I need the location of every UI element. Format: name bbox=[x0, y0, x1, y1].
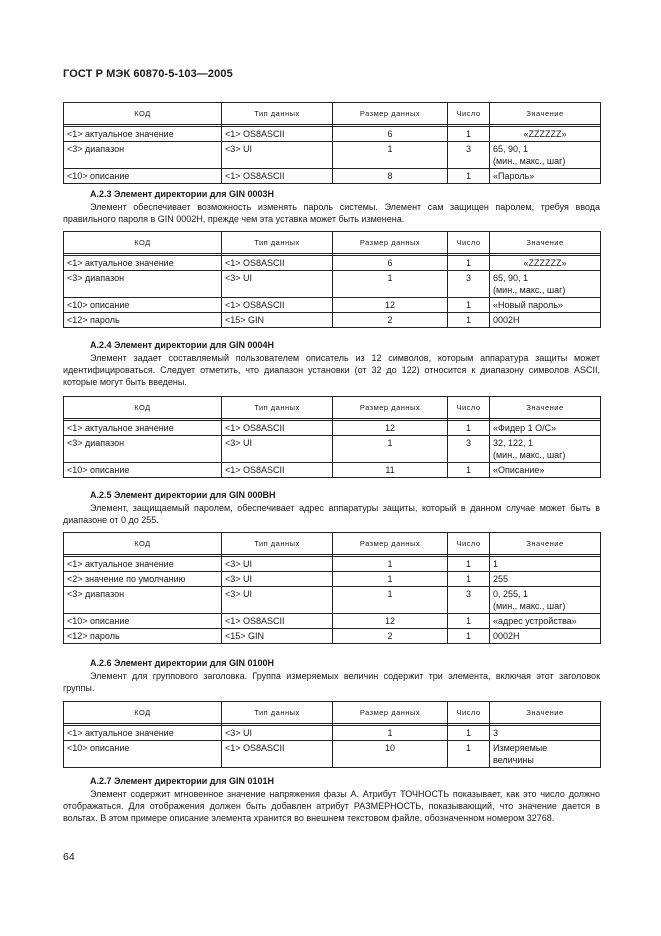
value-text: «ZZZZZZ» bbox=[523, 129, 567, 139]
type-text: <1> OS8ASCII bbox=[225, 423, 285, 433]
value-note-text: (мин., макс., шаг) bbox=[493, 601, 566, 611]
table-row bbox=[64, 436, 601, 463]
code-cell bbox=[64, 572, 222, 587]
type-text: <1> OS8ASCII bbox=[225, 171, 285, 181]
col-header-type: Тип данных bbox=[222, 702, 333, 724]
size-text: 1 bbox=[387, 574, 393, 584]
type-text: <1> OS8ASCII bbox=[225, 465, 285, 475]
section-paragraph: Элемент содержит мгновенное значение напряжения фазы А. Атрибут ТОЧНОСТЬ показывает, как это число должно отображаться. Для отображения должен быть добавлен атрибут РАЗМЕРНОСТЬ, показывающий, что значение дается в вольтах. В этом примере описание элемента хранится во внешнем текстовом файле, обозначенном номером 32768. bbox=[63, 789, 600, 823]
size-cell bbox=[333, 614, 448, 629]
page-header: ГОСТ Р МЭК 60870-5-103—2005 bbox=[63, 68, 233, 80]
value-cell bbox=[490, 298, 601, 313]
type-text: <1> OS8ASCII bbox=[225, 616, 285, 626]
size-text: 6 bbox=[387, 129, 393, 139]
col-header-size: Размер данных bbox=[333, 232, 448, 254]
number-cell bbox=[448, 572, 490, 587]
type-cell bbox=[222, 271, 333, 298]
value-cell bbox=[490, 629, 601, 644]
size-cell bbox=[333, 142, 448, 169]
type-text: <1> OS8ASCII bbox=[225, 258, 285, 268]
size-cell bbox=[333, 463, 448, 478]
size-text: 1 bbox=[387, 144, 393, 154]
table-row bbox=[64, 726, 601, 741]
table-row bbox=[64, 614, 601, 629]
size-text: 12 bbox=[384, 616, 395, 626]
type-cell bbox=[222, 421, 333, 436]
col-header-value: Значение bbox=[490, 702, 601, 724]
number-cell bbox=[448, 256, 490, 271]
type-cell bbox=[222, 614, 333, 629]
col-header-value: Значение bbox=[490, 533, 601, 555]
value-text: 65, 90, 1 bbox=[493, 144, 529, 154]
type-text: <3> UI bbox=[225, 438, 253, 448]
code-text: <1> актуальное значение bbox=[67, 559, 174, 569]
size-text: 12 bbox=[384, 423, 395, 433]
number-text: 3 bbox=[465, 589, 471, 599]
data-table bbox=[63, 231, 601, 328]
col-header-number: Число bbox=[448, 232, 490, 254]
type-cell bbox=[222, 741, 333, 768]
type-text: <1> OS8ASCII bbox=[225, 300, 285, 310]
table-row bbox=[64, 557, 601, 572]
type-cell bbox=[222, 127, 333, 142]
code-cell bbox=[64, 142, 222, 169]
size-text: 8 bbox=[387, 171, 393, 181]
type-cell bbox=[222, 726, 333, 741]
code-cell bbox=[64, 587, 222, 614]
size-text: 2 bbox=[387, 315, 393, 325]
value-text: 0, 255, 1 bbox=[493, 589, 529, 599]
type-text: <1> OS8ASCII bbox=[225, 743, 285, 753]
col-header-value: Значение bbox=[490, 232, 601, 254]
number-text: 1 bbox=[465, 574, 471, 584]
type-cell bbox=[222, 256, 333, 271]
number-text: 3 bbox=[465, 144, 471, 154]
col-header-size: Размер данных bbox=[333, 103, 448, 125]
section-paragraph: Элемент задает составляемый пользователем описатель из 12 символов, которым аппаратура защиты может идентифицироваться. Следует отметить, что диапазон установки (от 32 до 122) относится к диапазону символов ASCII, которые могут быть введены. bbox=[63, 353, 600, 387]
code-text: <1> актуальное значение bbox=[67, 258, 174, 268]
size-text: 11 bbox=[385, 465, 395, 475]
table-block bbox=[63, 102, 600, 184]
value-cell bbox=[490, 614, 601, 629]
section-title: А.2.3 Элемент директории для GIN 0003H bbox=[90, 189, 274, 199]
value-cell bbox=[490, 572, 601, 587]
code-cell bbox=[64, 629, 222, 644]
table-header-row bbox=[64, 103, 601, 125]
col-header-size: Размер данных bbox=[333, 397, 448, 419]
col-header-number: Число bbox=[448, 103, 490, 125]
section-title: А.2.5 Элемент директории для GIN 000BH bbox=[90, 490, 276, 500]
number-cell bbox=[448, 298, 490, 313]
col-header-size: Размер данных bbox=[333, 702, 448, 724]
data-table bbox=[63, 396, 601, 478]
value-cell bbox=[490, 169, 601, 184]
value-cell bbox=[490, 587, 601, 614]
number-text: 1 bbox=[465, 171, 471, 181]
table-row bbox=[64, 629, 601, 644]
value-text: «Пароль» bbox=[493, 171, 535, 181]
size-cell bbox=[333, 271, 448, 298]
value-note-text: (мин., макс., шаг) bbox=[493, 450, 566, 460]
data-table bbox=[63, 701, 601, 768]
size-text: 12 bbox=[384, 300, 395, 310]
number-cell bbox=[448, 421, 490, 436]
type-cell bbox=[222, 463, 333, 478]
section-title: А.2.4 Элемент директории для GIN 0004H bbox=[90, 340, 274, 350]
size-cell bbox=[333, 421, 448, 436]
size-text: 1 bbox=[387, 589, 393, 599]
size-cell bbox=[333, 741, 448, 768]
number-text: 1 bbox=[465, 423, 471, 433]
value-cell bbox=[490, 313, 601, 328]
col-header-code: КОД bbox=[64, 397, 222, 419]
number-text: 3 bbox=[465, 438, 471, 448]
code-text: <12> пароль bbox=[67, 315, 120, 325]
number-cell bbox=[448, 436, 490, 463]
number-cell bbox=[448, 726, 490, 741]
type-text: <15> GIN bbox=[225, 315, 265, 325]
col-header-code: КОД bbox=[64, 533, 222, 555]
col-header-code: КОД bbox=[64, 702, 222, 724]
number-cell bbox=[448, 587, 490, 614]
section-paragraph: Элемент для группового заголовка. Группа измеряемых величин содержит три элемента, включая этот заголовок группы. bbox=[63, 671, 600, 693]
code-cell bbox=[64, 169, 222, 184]
code-text: <12> пароль bbox=[67, 631, 120, 641]
type-text: <3> UI bbox=[225, 589, 253, 599]
code-text: <10> описание bbox=[67, 171, 130, 181]
code-text: <2> значение по умолчанию bbox=[67, 574, 186, 584]
table-row bbox=[64, 572, 601, 587]
table-block bbox=[63, 396, 600, 478]
code-text: <3> диапазон bbox=[67, 273, 125, 283]
number-text: 1 bbox=[465, 616, 471, 626]
code-text: <10> описание bbox=[67, 743, 130, 753]
type-cell bbox=[222, 629, 333, 644]
code-cell bbox=[64, 557, 222, 572]
value-note-text: величины bbox=[493, 755, 534, 765]
value-cell bbox=[490, 256, 601, 271]
col-header-type: Тип данных bbox=[222, 533, 333, 555]
type-cell bbox=[222, 436, 333, 463]
size-cell bbox=[333, 256, 448, 271]
code-text: <1> актуальное значение bbox=[67, 728, 174, 738]
value-cell bbox=[490, 127, 601, 142]
type-cell bbox=[222, 572, 333, 587]
code-cell bbox=[64, 256, 222, 271]
section-paragraph: Элемент, защищаемый паролем, обеспечивает адрес аппаратуры защиты, который в данном случае может быть в диапазоне от 0 до 255. bbox=[63, 503, 600, 525]
col-header-type: Тип данных bbox=[222, 397, 333, 419]
code-text: <3> диапазон bbox=[67, 438, 125, 448]
col-header-code: КОД bbox=[64, 103, 222, 125]
size-text: 1 bbox=[387, 438, 393, 448]
type-text: <3> UI bbox=[225, 273, 253, 283]
code-cell bbox=[64, 313, 222, 328]
number-text: 1 bbox=[465, 728, 471, 738]
value-text: Измеряемые bbox=[493, 743, 548, 753]
type-text: <1> OS8ASCII bbox=[225, 129, 285, 139]
code-text: <10> описание bbox=[67, 300, 130, 310]
type-text: <3> UI bbox=[225, 574, 253, 584]
number-text: 1 bbox=[465, 743, 471, 753]
value-text: 32, 122, 1 bbox=[493, 438, 534, 448]
section-paragraph: Элемент обеспечивает возможность изменять пароль системы. Элемент сам защищен паролем, требуя ввода правильного пароля в GIN 0002H, прежде чем эта уставка может быть изменена. bbox=[63, 202, 600, 224]
code-cell bbox=[64, 127, 222, 142]
number-cell bbox=[448, 741, 490, 768]
value-text: «Новый пароль» bbox=[493, 300, 563, 310]
value-text: «Описание» bbox=[493, 465, 545, 475]
number-cell bbox=[448, 142, 490, 169]
table-row bbox=[64, 271, 601, 298]
code-cell bbox=[64, 463, 222, 478]
type-text: <15> GIN bbox=[225, 631, 265, 641]
value-cell bbox=[490, 726, 601, 741]
code-text: <1> актуальное значение bbox=[67, 423, 174, 433]
value-text: 3 bbox=[493, 728, 499, 738]
size-cell bbox=[333, 726, 448, 741]
size-cell bbox=[333, 169, 448, 184]
col-header-number: Число bbox=[448, 397, 490, 419]
number-cell bbox=[448, 127, 490, 142]
type-text: <3> UI bbox=[225, 559, 253, 569]
code-cell bbox=[64, 271, 222, 298]
size-cell bbox=[333, 313, 448, 328]
section-title: А.2.7 Элемент директории для GIN 0101H bbox=[90, 776, 274, 786]
col-header-number: Число bbox=[448, 533, 490, 555]
value-text: 0002H bbox=[493, 631, 520, 641]
value-cell bbox=[490, 557, 601, 572]
size-text: 10 bbox=[384, 743, 395, 753]
value-cell bbox=[490, 142, 601, 169]
table-row bbox=[64, 463, 601, 478]
number-cell bbox=[448, 271, 490, 298]
value-text: «адрес устройства» bbox=[493, 616, 577, 626]
type-cell bbox=[222, 587, 333, 614]
type-cell bbox=[222, 142, 333, 169]
col-header-type: Тип данных bbox=[222, 103, 333, 125]
table-block bbox=[63, 231, 600, 328]
code-text: <3> диапазон bbox=[67, 589, 125, 599]
value-text: 65, 90, 1 bbox=[493, 273, 529, 283]
size-text: 1 bbox=[387, 559, 393, 569]
number-text: 3 bbox=[465, 273, 471, 283]
col-header-value: Значение bbox=[490, 397, 601, 419]
code-text: <10> описание bbox=[67, 465, 130, 475]
number-cell bbox=[448, 614, 490, 629]
table-row bbox=[64, 127, 601, 142]
table-row bbox=[64, 741, 601, 768]
page-number: 64 bbox=[63, 851, 75, 863]
value-cell bbox=[490, 271, 601, 298]
number-cell bbox=[448, 169, 490, 184]
code-cell bbox=[64, 614, 222, 629]
table-row bbox=[64, 587, 601, 614]
size-cell bbox=[333, 298, 448, 313]
table-row bbox=[64, 256, 601, 271]
col-header-type: Тип данных bbox=[222, 232, 333, 254]
code-text: <10> описание bbox=[67, 616, 130, 626]
code-cell bbox=[64, 298, 222, 313]
value-text: 255 bbox=[493, 574, 509, 584]
size-text: 2 bbox=[387, 631, 393, 641]
table-header-row bbox=[64, 533, 601, 555]
table-header-row bbox=[64, 232, 601, 254]
size-cell bbox=[333, 629, 448, 644]
data-table bbox=[63, 532, 601, 644]
table-row bbox=[64, 142, 601, 169]
value-note-text: (мин., макс., шаг) bbox=[493, 285, 566, 295]
code-cell bbox=[64, 436, 222, 463]
size-text: 6 bbox=[387, 258, 393, 268]
table-block bbox=[63, 701, 600, 768]
table-block bbox=[63, 532, 600, 644]
code-cell bbox=[64, 421, 222, 436]
code-cell bbox=[64, 741, 222, 768]
number-text: 1 bbox=[465, 129, 471, 139]
type-cell bbox=[222, 169, 333, 184]
number-text: 1 bbox=[465, 300, 471, 310]
code-cell bbox=[64, 726, 222, 741]
col-header-value: Значение bbox=[490, 103, 601, 125]
value-cell bbox=[490, 421, 601, 436]
size-cell bbox=[333, 557, 448, 572]
col-header-size: Размер данных bbox=[333, 533, 448, 555]
col-header-number: Число bbox=[448, 702, 490, 724]
code-text: <3> диапазон bbox=[67, 144, 125, 154]
code-text: <1> актуальное значение bbox=[67, 129, 174, 139]
number-text: 1 bbox=[465, 258, 471, 268]
value-text: 0002H bbox=[493, 315, 520, 325]
type-text: <3> UI bbox=[225, 728, 253, 738]
size-cell bbox=[333, 572, 448, 587]
value-text: 1 bbox=[493, 559, 499, 569]
size-text: 1 bbox=[387, 728, 393, 738]
type-cell bbox=[222, 313, 333, 328]
data-table bbox=[63, 102, 601, 184]
table-header-row bbox=[64, 397, 601, 419]
number-cell bbox=[448, 463, 490, 478]
value-text: «ZZZZZZ» bbox=[523, 258, 567, 268]
value-cell bbox=[490, 741, 601, 768]
table-header-row bbox=[64, 702, 601, 724]
type-text: <3> UI bbox=[225, 144, 253, 154]
table-row bbox=[64, 169, 601, 184]
type-cell bbox=[222, 298, 333, 313]
number-cell bbox=[448, 313, 490, 328]
number-cell bbox=[448, 557, 490, 572]
section-title: А.2.6 Элемент директории для GIN 0100H bbox=[90, 658, 274, 668]
col-header-code: КОД bbox=[64, 232, 222, 254]
number-cell bbox=[448, 629, 490, 644]
size-cell bbox=[333, 436, 448, 463]
table-row bbox=[64, 298, 601, 313]
size-text: 1 bbox=[387, 273, 393, 283]
value-cell bbox=[490, 436, 601, 463]
value-text: «Фидер 1 О/С» bbox=[493, 423, 557, 433]
number-text: 1 bbox=[465, 315, 471, 325]
size-cell bbox=[333, 587, 448, 614]
type-cell bbox=[222, 557, 333, 572]
table-row bbox=[64, 421, 601, 436]
number-text: 1 bbox=[465, 465, 471, 475]
value-cell bbox=[490, 463, 601, 478]
number-text: 1 bbox=[465, 559, 471, 569]
table-row bbox=[64, 313, 601, 328]
value-note-text: (мин., макс., шаг) bbox=[493, 156, 566, 166]
number-text: 1 bbox=[465, 631, 471, 641]
size-cell bbox=[333, 127, 448, 142]
